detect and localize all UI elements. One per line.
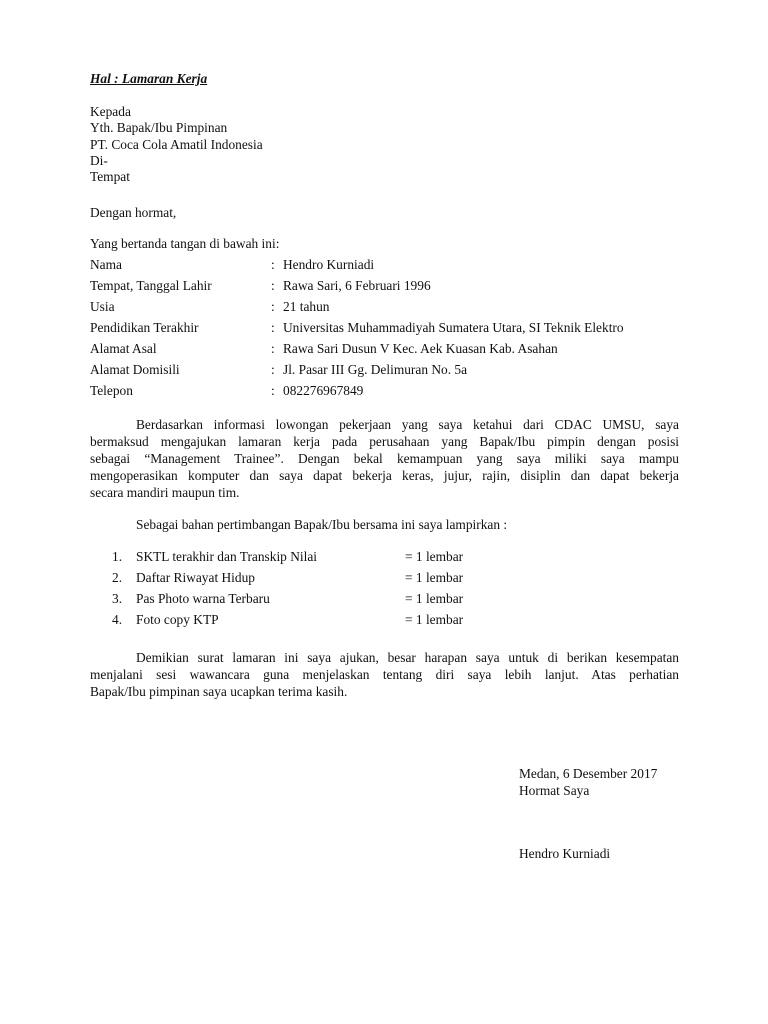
paragraph-line: bermaksud mengajukan lamaran kerja pada perusahaan yang Bapak/Ibu pimpin dengan posisi (90, 434, 679, 449)
letter-subject: Hal : Lamaran Kerja (90, 71, 208, 86)
detail-value: Hendro Kurniadi (283, 257, 375, 272)
detail-colon: : (271, 383, 275, 398)
recipient-line: PT. Coca Cola Amatil Indonesia (90, 137, 263, 152)
detail-colon: : (271, 257, 275, 272)
paragraph-line: Bapak/Ibu pimpinan saya ucapkan terima kasih. (90, 684, 348, 699)
signature-name: Hendro Kurniadi (519, 846, 611, 861)
closing-salutation: Hormat Saya (519, 783, 590, 798)
body-paragraph-1 (90, 416, 679, 501)
attachment-qty: = 1 lembar (405, 549, 464, 564)
detail-colon: : (271, 299, 275, 314)
place-date: Medan, 6 Desember 2017 (519, 766, 658, 781)
intro-line: Yang bertanda tangan di bawah ini: (90, 236, 280, 251)
detail-label: Pendidikan Terakhir (90, 320, 199, 335)
detail-value: 21 tahun (283, 299, 330, 314)
attachment-qty: = 1 lembar (405, 570, 464, 585)
attachment-item: Pas Photo warna Terbaru (136, 591, 270, 606)
paragraph-line: mengoperasikan komputer dan saya dapat bekerja keras, jujur, rajin, disiplin dan dapat bekerja (90, 468, 679, 483)
paragraph-line: menjalani sesi wawancara guna menjelaskan tentang diri saya lebih lanjut. Atas perhatian (90, 667, 679, 682)
attachment-number: 4. (112, 612, 123, 627)
attachment-number: 2. (112, 570, 123, 585)
attachment-qty: = 1 lembar (405, 591, 464, 606)
recipient-line: Tempat (90, 169, 130, 184)
paragraph-line: sebagai “Management Trainee”. Dengan bekal kemampuan yang saya miliki saya mampu (90, 451, 679, 466)
detail-label: Telepon (90, 383, 133, 398)
detail-colon: : (271, 341, 275, 356)
detail-label: Alamat Asal (90, 341, 157, 356)
detail-colon: : (271, 278, 275, 293)
detail-colon: : (271, 362, 275, 377)
attachment-item: Daftar Riwayat Hidup (136, 570, 255, 585)
detail-value: Jl. Pasar III Gg. Delimuran No. 5a (283, 362, 468, 377)
body-paragraph-2 (90, 649, 679, 700)
attachments-intro: Sebagai bahan pertimbangan Bapak/Ibu bersama ini saya lampirkan : (136, 517, 508, 532)
detail-value: Rawa Sari Dusun V Kec. Aek Kuasan Kab. Asahan (283, 341, 558, 356)
paragraph-line: Demikian surat lamaran ini saya ajukan, besar harapan saya untuk di berikan kesempatan (136, 650, 679, 665)
greeting: Dengan hormat, (90, 205, 177, 220)
attachment-number: 3. (112, 591, 123, 606)
detail-value: 082276967849 (283, 383, 364, 398)
recipient-line: Di- (90, 153, 108, 168)
detail-colon: : (271, 320, 275, 335)
attachment-number: 1. (112, 549, 123, 564)
detail-value: Rawa Sari, 6 Februari 1996 (283, 278, 431, 293)
recipient-line: Yth. Bapak/Ibu Pimpinan (90, 120, 228, 135)
paragraph-line: Berdasarkan informasi lowongan pekerjaan yang saya ketahui dari CDAC UMSU, saya (136, 417, 679, 432)
detail-label: Tempat, Tanggal Lahir (90, 278, 212, 293)
paragraph-line: secara mandiri maupun tim. (90, 485, 240, 500)
detail-label: Nama (90, 257, 122, 272)
recipient-line: Kepada (90, 104, 131, 119)
detail-label: Usia (90, 299, 115, 314)
attachment-item: Foto copy KTP (136, 612, 219, 627)
attachment-item: SKTL terakhir dan Transkip Nilai (136, 549, 318, 564)
detail-value: Universitas Muhammadiyah Sumatera Utara, SI Teknik Elektro (283, 320, 624, 335)
attachment-qty: = 1 lembar (405, 612, 464, 627)
detail-label: Alamat Domisili (90, 362, 180, 377)
